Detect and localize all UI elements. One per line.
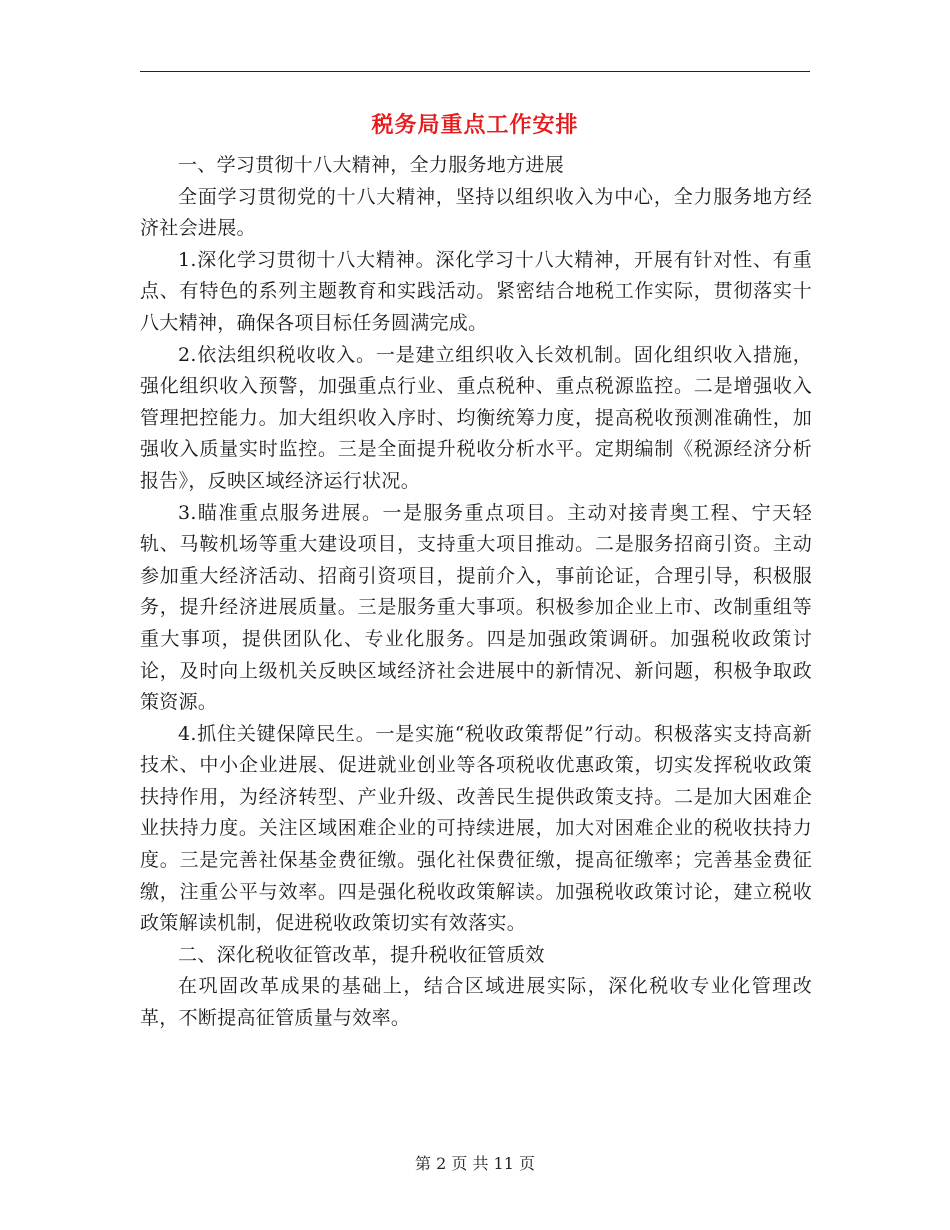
paragraph-intro-1: 全面学习贯彻党的十八大精神，坚持以组织收入为中心，全力服务地方经济社会进展。 [140, 185, 812, 240]
page-title: 税务局重点工作安排 [371, 112, 579, 138]
paragraph-item-4: 4.抓住关键保障民生。一是实施“税收政策帮促”行动。积极落实支持高新技术、中小企业进展、促进就业创业等各项税收优惠政策，切实发挥税收政策扶持作用，为经济转型、产业升级、改善民生提供政策支持。二是加大困难企业扶持力度。关注区域困难企业的可持续进展，加大对困难企业的税收扶持力度。三是完善社保基金费征缴。强化社保费征缴，提高征缴率；完善基金费征缴，注重公平与效率。四是强化税收政策解读。加强税收政策讨论，建立税收政策解读机制，促进税收政策切实有效落实。 [140, 722, 812, 935]
paragraph-item-2: 2.依法组织税收收入。一是建立组织收入长效机制。固化组织收入措施，强化组织收入预警，加强重点行业、重点税种、重点税源监控。二是增强收入管理把控能力。加大组织收入序时、均衡统筹力度，提高税收预测准确性，加强收入质量实时监控。三是全面提升税收分析水平。定期编制《税源经济分析报告》，反映区域经济运行状况。 [140, 343, 812, 492]
paragraph-intro-2: 在巩固改革成果的基础上，结合区域进展实际，深化税收专业化管理改革，不断提高征管质量与效率。 [140, 975, 812, 1030]
document-body [140, 150, 812, 1035]
section-heading-1: 一、学习贯彻十八大精神，全力服务地方进展 [178, 154, 565, 176]
paragraph-item-1: 1.深化学习贯彻十八大精神。深化学习十八大精神，开展有针对性、有重点、有特色的系列主题教育和实践活动。紧密结合地税工作实际，贯彻落实十八大精神，确保各项目标任务圆满完成。 [140, 248, 812, 334]
paragraph-item-3: 3.瞄准重点服务进展。一是服务重点项目。主动对接青奥工程、宁天轻轨、马鞍机场等重大建设项目，支持重大项目推动。二是服务招商引资。主动参加重大经济活动、招商引资项目，提前介入，事前论证，合理引导，积极服务，提升经济进展质量。三是服务重大事项。积极参加企业上市、改制重组等重大事项，提供团队化、专业化服务。四是加强政策调研。加强税收政策讨论，及时向上级机关反映区域经济社会进展中的新情况、新问题，积极争取政策资源。 [140, 501, 812, 714]
page-number: 第 2 页 共 11 页 [415, 1154, 535, 1173]
section-heading-2: 二、深化税收征管改革，提升税收征管质效 [178, 943, 545, 966]
header-rule [140, 71, 810, 72]
